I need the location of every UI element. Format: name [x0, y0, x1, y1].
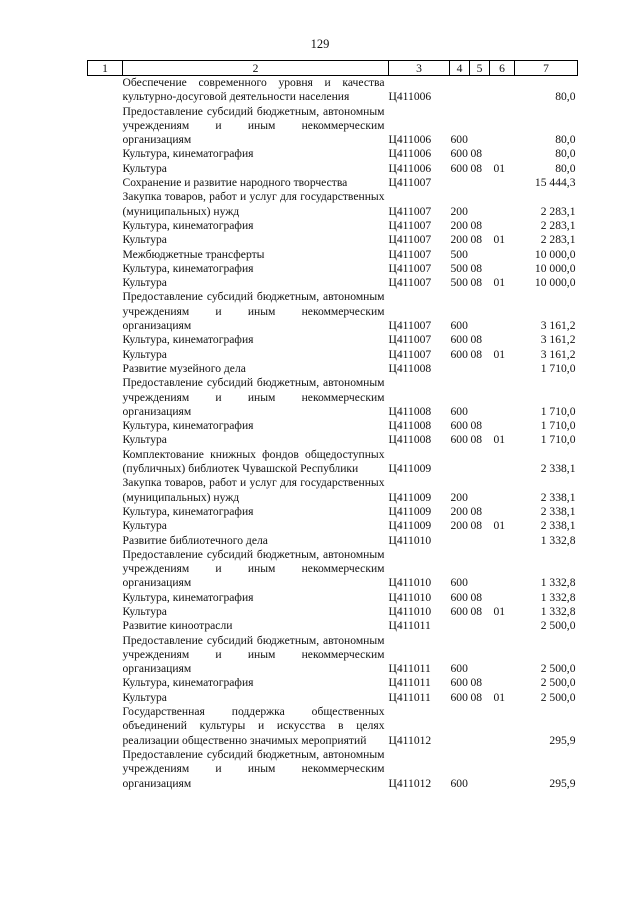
- row-expense-type: 500: [450, 276, 468, 290]
- row-amount: 2 500,0: [540, 676, 576, 690]
- row-code: Ц411006: [388, 161, 432, 175]
- row-code: Ц411007: [388, 319, 432, 333]
- row-expense-type: 200: [450, 218, 468, 232]
- row-expense-type: [450, 76, 470, 105]
- row-expense-type: [450, 448, 470, 477]
- row-section: 08: [470, 333, 483, 347]
- row-name: Предоставление субсидий бюджетным, автономным учреждениям и иным некоммерческим организациям: [122, 633, 385, 676]
- table-row: [88, 534, 578, 548]
- row-name: Предоставление субсидий бюджетным, автономным учреждениям и иным некоммерческим организациям: [122, 290, 385, 333]
- row-section: [470, 634, 490, 677]
- table-row: [88, 619, 578, 633]
- row-section: [470, 190, 490, 219]
- row-amount: 2 500,0: [540, 690, 576, 704]
- row-section: 08: [470, 676, 483, 690]
- row-name: Межбюджетные трансферты: [122, 247, 265, 261]
- row-code: Ц411011: [388, 619, 431, 633]
- row-expense-type: [450, 705, 470, 748]
- row-code: Ц411009: [388, 462, 432, 476]
- table-row: [88, 147, 578, 161]
- row-section: [470, 476, 490, 505]
- row-subsection: [490, 176, 515, 190]
- table-row: [88, 548, 578, 591]
- column-header-7: 7: [515, 61, 578, 76]
- first-column-cell: [88, 534, 123, 548]
- row-section: 08: [470, 504, 483, 518]
- row-name: Предоставление субсидий бюджетным, автономным учреждениям и иным некоммерческим организациям: [122, 376, 385, 418]
- row-subsection: [490, 290, 515, 333]
- row-code: Ц411008: [388, 433, 432, 447]
- row-expense-type: [450, 619, 470, 633]
- table-row: [88, 333, 578, 347]
- table-row: [88, 419, 578, 433]
- table-row: [88, 476, 578, 505]
- first-column-cell: [88, 748, 123, 791]
- row-code: Ц411010: [388, 590, 432, 604]
- row-name: Развитие библиотечного дела: [122, 533, 268, 547]
- row-code: Ц411011: [388, 690, 431, 704]
- row-subsection: 01: [493, 690, 506, 704]
- row-section: 08: [470, 147, 483, 161]
- table-row: [88, 233, 578, 247]
- row-name: Культура: [122, 604, 167, 618]
- row-subsection: 01: [493, 347, 506, 361]
- row-amount: 2 283,1: [540, 204, 576, 218]
- row-subsection: [490, 705, 515, 748]
- row-amount: 1 710,0: [540, 419, 576, 433]
- row-subsection: [490, 534, 515, 548]
- row-amount: 1 710,0: [540, 361, 576, 375]
- row-code: Ц411007: [388, 247, 432, 261]
- column-header-4: 4: [450, 61, 470, 76]
- column-header-1: 1: [88, 61, 123, 76]
- table-row: [88, 376, 578, 419]
- table-row: [88, 290, 578, 333]
- row-code: Ц411008: [388, 419, 432, 433]
- row-code: Ц411011: [388, 676, 431, 690]
- column-header-3: 3: [389, 61, 450, 76]
- row-amount: 2 338,1: [540, 519, 576, 533]
- first-column-cell: [88, 476, 123, 505]
- row-code: Ц411010: [388, 576, 432, 590]
- row-name: Государственная поддержка общественных объединений культуры и искусства в целях реализации общественно значимых мероприятий: [122, 705, 385, 747]
- row-expense-type: 600: [450, 404, 468, 418]
- row-code: Ц411007: [388, 347, 432, 361]
- row-code: Ц411007: [388, 176, 432, 190]
- row-name: Предоставление субсидий бюджетным, автономным учреждениям и иным некоммерческим организациям: [122, 747, 385, 790]
- first-column-cell: [88, 448, 123, 477]
- row-subsection: [490, 376, 515, 419]
- row-section: [470, 362, 490, 376]
- row-subsection: [490, 248, 515, 262]
- row-expense-type: 600: [450, 690, 468, 704]
- table-row: [88, 262, 578, 276]
- row-section: 08: [470, 347, 483, 361]
- row-name: Культура: [122, 519, 167, 533]
- row-amount: 1 710,0: [540, 404, 576, 418]
- row-code: Ц411007: [388, 261, 432, 275]
- row-name: Культура: [122, 433, 167, 447]
- first-column-cell: [88, 619, 123, 633]
- row-expense-type: 600: [450, 662, 468, 676]
- row-subsection: [490, 76, 515, 105]
- row-code: Ц411008: [388, 361, 432, 375]
- row-section: [470, 448, 490, 477]
- table-row: [88, 519, 578, 533]
- first-column-cell: [88, 433, 123, 447]
- row-expense-type: [450, 534, 470, 548]
- table-row: [88, 605, 578, 619]
- column-header-5: 5: [470, 61, 490, 76]
- row-amount: 1 710,0: [540, 433, 576, 447]
- row-name: Сохранение и развитие народного творчества: [122, 176, 348, 190]
- row-code: Ц411007: [388, 204, 432, 218]
- row-section: 08: [470, 690, 483, 704]
- row-section: 08: [470, 590, 483, 604]
- row-expense-type: 500: [450, 261, 468, 275]
- row-name: Закупка товаров, работ и услуг для государственных (муниципальных) нужд: [122, 190, 385, 218]
- row-name: Предоставление субсидий бюджетным, автономным учреждениям и иным некоммерческим организациям: [122, 547, 385, 590]
- row-subsection: [490, 505, 515, 519]
- row-section: [470, 105, 490, 148]
- row-amount: 2 338,1: [540, 504, 576, 518]
- row-code: Ц411010: [388, 604, 432, 618]
- row-amount: 10 000,0: [534, 276, 576, 290]
- row-name: Предоставление субсидий бюджетным, автономным учреждениям и иным некоммерческим организациям: [122, 104, 385, 147]
- row-subsection: 01: [493, 276, 506, 290]
- row-code: Ц411010: [388, 533, 432, 547]
- table-row: [88, 748, 578, 791]
- row-subsection: 01: [493, 519, 506, 533]
- row-section: [470, 176, 490, 190]
- table-body: [88, 76, 578, 791]
- row-amount: 2 338,1: [540, 462, 576, 476]
- row-name: Культура, кинематография: [122, 147, 254, 161]
- row-name: Культура, кинематография: [122, 676, 254, 690]
- row-expense-type: 200: [450, 233, 468, 247]
- row-expense-type: 600: [450, 333, 468, 347]
- row-name: Культура: [122, 276, 167, 290]
- row-subsection: 01: [493, 604, 506, 618]
- row-section: [470, 376, 490, 419]
- row-name: Закупка товаров, работ и услуг для государственных (муниципальных) нужд: [122, 476, 385, 504]
- table-row: [88, 448, 578, 477]
- first-column-cell: [88, 76, 123, 105]
- row-name: Культура: [122, 690, 167, 704]
- row-code: Ц411009: [388, 490, 432, 504]
- first-column-cell: [88, 219, 123, 233]
- row-subsection: [490, 634, 515, 677]
- row-section: 08: [470, 276, 483, 290]
- row-amount: 1 332,8: [540, 533, 576, 547]
- table-row: [88, 705, 578, 748]
- first-column-cell: [88, 176, 123, 190]
- first-column-cell: [88, 262, 123, 276]
- budget-table: [87, 60, 578, 791]
- row-name: Развитие киноотрасли: [122, 619, 233, 633]
- row-section: 08: [470, 261, 483, 275]
- first-column-cell: [88, 548, 123, 591]
- table-row: [88, 105, 578, 148]
- header-row: [88, 61, 578, 76]
- row-expense-type: 600: [450, 419, 468, 433]
- row-section: [470, 619, 490, 633]
- row-amount: 3 161,2: [540, 333, 576, 347]
- row-name: Культура: [122, 233, 167, 247]
- row-code: Ц411011: [388, 662, 431, 676]
- row-name: Развитие музейного дела: [122, 361, 246, 375]
- row-expense-type: 600: [450, 133, 468, 147]
- row-code: Ц411009: [388, 504, 432, 518]
- table-row: [88, 362, 578, 376]
- row-expense-type: 200: [450, 204, 468, 218]
- row-subsection: [490, 676, 515, 690]
- first-column-cell: [88, 276, 123, 290]
- first-column-cell: [88, 634, 123, 677]
- row-amount: 10 000,0: [534, 247, 576, 261]
- row-code: Ц411008: [388, 404, 432, 418]
- table-row: [88, 634, 578, 677]
- first-column-cell: [88, 190, 123, 219]
- row-amount: 295,9: [549, 733, 576, 747]
- row-code: Ц411012: [388, 733, 432, 747]
- row-code: Ц411006: [388, 147, 432, 161]
- row-amount: 2 283,1: [540, 218, 576, 232]
- row-expense-type: 600: [450, 604, 468, 618]
- first-column-cell: [88, 333, 123, 347]
- row-name: Комплектование книжных фондов общедоступных (публичных) библиотек Чувашской Республики: [122, 447, 385, 476]
- table-row: [88, 76, 578, 105]
- table-row: [88, 676, 578, 690]
- row-amount: 80,0: [555, 133, 576, 147]
- row-amount: 3 161,2: [540, 347, 576, 361]
- row-name: Культура, кинематография: [122, 218, 254, 232]
- row-amount: 80,0: [555, 161, 576, 175]
- row-subsection: [490, 362, 515, 376]
- table-header: [88, 61, 578, 76]
- row-section: 08: [470, 161, 483, 175]
- row-code: Ц411012: [388, 776, 432, 790]
- row-expense-type: 500: [450, 247, 468, 261]
- row-amount: 80,0: [555, 90, 576, 104]
- row-expense-type: 600: [450, 319, 468, 333]
- row-code: Ц411006: [388, 133, 432, 147]
- row-name: Культура: [122, 161, 167, 175]
- row-expense-type: 600: [450, 676, 468, 690]
- first-column-cell: [88, 691, 123, 705]
- column-header-6: 6: [490, 61, 515, 76]
- row-amount: 1 332,8: [540, 604, 576, 618]
- page-number: 129: [310, 37, 330, 51]
- row-name: Культура, кинематография: [122, 590, 254, 604]
- row-name: Культура, кинематография: [122, 333, 254, 347]
- row-expense-type: 200: [450, 519, 468, 533]
- first-column-cell: [88, 605, 123, 619]
- first-column-cell: [88, 705, 123, 748]
- row-subsection: 01: [493, 161, 506, 175]
- table-row: [88, 433, 578, 447]
- first-column-cell: [88, 105, 123, 148]
- first-column-cell: [88, 519, 123, 533]
- row-code: Ц411007: [388, 276, 432, 290]
- row-section: [470, 76, 490, 105]
- row-amount: 2 283,1: [540, 233, 576, 247]
- row-expense-type: 600: [450, 576, 468, 590]
- first-column-cell: [88, 419, 123, 433]
- first-column-cell: [88, 505, 123, 519]
- row-section: 08: [470, 218, 483, 232]
- row-amount: 80,0: [555, 147, 576, 161]
- row-code: Ц411007: [388, 218, 432, 232]
- table-row: [88, 348, 578, 362]
- row-expense-type: 600: [450, 590, 468, 604]
- row-amount: 295,9: [549, 776, 576, 790]
- row-amount: 1 332,8: [540, 590, 576, 604]
- row-section: 08: [470, 519, 483, 533]
- first-column-cell: [88, 162, 123, 176]
- row-expense-type: 600: [450, 147, 468, 161]
- row-section: [470, 534, 490, 548]
- table-row: [88, 505, 578, 519]
- row-amount: 15 444,3: [534, 176, 576, 190]
- row-subsection: 01: [493, 433, 506, 447]
- first-column-cell: [88, 676, 123, 690]
- row-name: Культура, кинематография: [122, 419, 254, 433]
- row-name: Культура, кинематография: [122, 504, 254, 518]
- row-subsection: [490, 476, 515, 505]
- row-code: Ц411007: [388, 233, 432, 247]
- first-column-cell: [88, 233, 123, 247]
- first-column-cell: [88, 248, 123, 262]
- row-section: [470, 548, 490, 591]
- row-expense-type: 600: [450, 347, 468, 361]
- table-row: [88, 190, 578, 219]
- row-subsection: [490, 448, 515, 477]
- row-name: Культура, кинематография: [122, 261, 254, 275]
- row-amount: 2 500,0: [540, 619, 576, 633]
- row-subsection: [490, 419, 515, 433]
- first-column-cell: [88, 591, 123, 605]
- row-subsection: [490, 105, 515, 148]
- row-code: Ц411007: [388, 333, 432, 347]
- row-amount: 2 338,1: [540, 490, 576, 504]
- row-expense-type: 600: [450, 776, 468, 790]
- row-subsection: [490, 748, 515, 791]
- row-amount: 3 161,2: [540, 319, 576, 333]
- row-code: Ц411009: [388, 519, 432, 533]
- row-subsection: 01: [493, 233, 506, 247]
- table-row: [88, 248, 578, 262]
- first-column-cell: [88, 376, 123, 419]
- row-subsection: [490, 591, 515, 605]
- row-amount: 2 500,0: [540, 662, 576, 676]
- row-subsection: [490, 147, 515, 161]
- first-column-cell: [88, 147, 123, 161]
- row-expense-type: 600: [450, 433, 468, 447]
- row-subsection: [490, 548, 515, 591]
- row-amount: 10 000,0: [534, 261, 576, 275]
- row-subsection: [490, 219, 515, 233]
- table-row: [88, 691, 578, 705]
- first-column-cell: [88, 348, 123, 362]
- row-expense-type: [450, 176, 470, 190]
- row-section: [470, 705, 490, 748]
- row-expense-type: 600: [450, 161, 468, 175]
- row-section: 08: [470, 233, 483, 247]
- row-section: [470, 748, 490, 791]
- first-column-cell: [88, 290, 123, 333]
- row-name: Обеспечение современного уровня и качества культурно-досуговой деятельности населения: [122, 76, 385, 104]
- row-expense-type: 200: [450, 504, 468, 518]
- column-header-2: 2: [123, 61, 389, 76]
- row-expense-type: 200: [450, 490, 468, 504]
- row-subsection: [490, 619, 515, 633]
- table-row: [88, 276, 578, 290]
- table-row: [88, 219, 578, 233]
- table-row: [88, 591, 578, 605]
- row-expense-type: [450, 362, 470, 376]
- table-row: [88, 162, 578, 176]
- row-subsection: [490, 190, 515, 219]
- table-row: [88, 176, 578, 190]
- row-section: 08: [470, 419, 483, 433]
- row-section: 08: [470, 433, 483, 447]
- row-code: Ц411006: [388, 90, 432, 104]
- row-subsection: [490, 333, 515, 347]
- row-section: [470, 290, 490, 333]
- row-subsection: [490, 262, 515, 276]
- row-section: [470, 248, 490, 262]
- first-column-cell: [88, 362, 123, 376]
- row-amount: 1 332,8: [540, 576, 576, 590]
- row-section: 08: [470, 604, 483, 618]
- row-name: Культура: [122, 347, 167, 361]
